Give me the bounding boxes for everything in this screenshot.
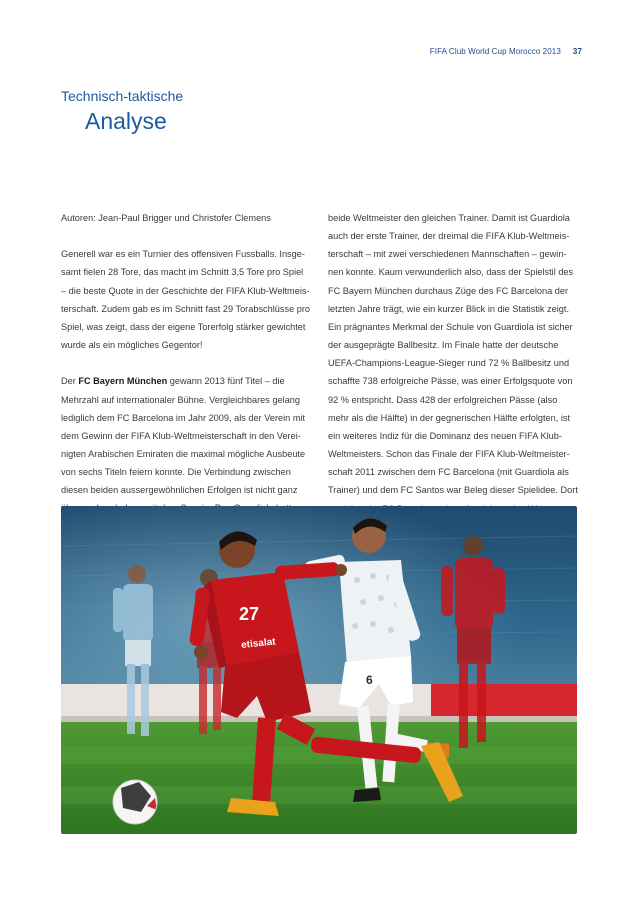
text-line: diesen beiden aussergewöhnlichen Erfolgen ist nicht ganz [61,485,298,496]
jersey-number-white: 6 [366,673,373,687]
text-line: nen konnte. Kaum verwunderlich also, dass der Spielstil des [328,267,574,278]
text-line: schaft 2011 zwischen dem FC Barcelona (mit Guardiola als [328,467,569,478]
text-line: von sechs Titeln feiern konnte. Die Verbindung zwischen [61,467,291,478]
text-line: Generell war es ein Turnier des offensiven Fussballs. Insge- [61,249,305,260]
text-line: terschaft. Zudem gab es im Schnitt fast 29 Torabschlüsse pro [61,303,311,314]
paragraph-1 [61,245,311,354]
text-line: Trainer) und dem FC Santos war Beleg dieser Spielidee. Dort [328,485,578,496]
section-title-line1: Technisch-taktische [61,88,184,104]
sponsor-text: etisalat [240,636,277,652]
text-line: nigten Arabischen Emiraten die maximal mögliche Ausbeute [61,449,306,459]
text-line: FC Bayern München durchaus Züge des FC Barcelona der [328,285,569,296]
text-line: letzten Jahre trägt, wie ein kurzer Blick in die Statistik zeigt. [328,303,570,314]
text-line: lediglich dem FC Barcelona im Jahr 2009, als der Verein mit [61,412,306,423]
text-line: Der FC Bayern München gewann 2013 fünf Titel – die [61,376,285,387]
text-line: auch der erste Trainer, der dreimal die FIFA Klub-Weltmeis- [328,231,570,242]
text-line: UEFA-Champions-League-Sieger rund 72 % Ballbesitz und [328,358,570,369]
jersey-number-red: 27 [239,604,260,624]
paragraph-2 [61,372,311,517]
publication-title: FIFA Club World Cup Morocco 2013 [429,47,561,56]
text-line: 92 % entspricht. Dass 428 der erfolgreichen Pässe (also [328,394,558,405]
authors-line: Autoren: Jean-Paul Brigger und Christofer Clemens [61,213,271,223]
text-line: dem Gewinn der FIFA Klub-Weltmeisterschaft in den Verei- [61,430,301,441]
text-line: schaffte 738 erfolgreiche Pässe, was einer Erfolgsquote von [328,376,573,387]
club-name-bold: FC Bayern München [78,376,168,387]
text-line: der ausgeprägte Ballbesitz. Im Finale hatte der deutsche [328,340,559,351]
text-line: Spiel, was zeigt, dass der eigene Torerfolg stärker gewichtet [61,321,306,332]
match-photo [61,506,577,834]
text-line: Weltmeisters. Schon das Finale der FIFA Klub-Weltmeister- [328,449,570,460]
paragraph-3 [328,209,579,518]
page-number: 37 [572,47,582,56]
text-line: – die beste Quote in der Geschichte der FIFA Klub-Weltmeis- [61,285,310,296]
running-header [430,47,582,56]
text-line: samt fielen 28 Tore, das macht im Schnitt 3,5 Tore pro Spiel [61,267,304,278]
left-text-column [61,209,311,518]
text-line: terschaft – mit zwei verschiedenen Mannschaften – gewin- [328,249,567,260]
right-text-column [328,209,579,518]
football [113,780,157,824]
text-line: Mehrzahl auf internationaler Bühne. Vergleichbares gelang [61,394,301,405]
section-title-line2: Analyse [85,108,167,134]
text-line: mehr als die Hälfte) in der gegnerischen Hälfte erfolgten, ist [328,412,571,423]
text-line: beide Weltmeister den gleichen Trainer. Damit ist Guardiola [328,213,570,223]
text-line: ein weiteres Indiz für die Dominanz des neuen FIFA Klub- [328,430,562,441]
text-line: Ein prägnantes Merkmal der Schule von Guardiola ist sicher [328,321,573,332]
text-line: wurde als ein mögliches Gegentor! [61,340,203,351]
